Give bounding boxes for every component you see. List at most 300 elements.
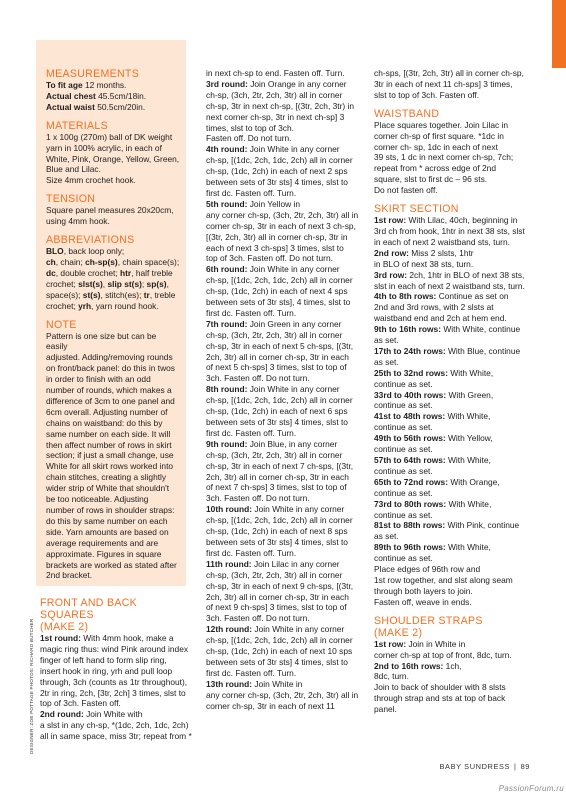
- text-run: With White,: [450, 367, 494, 378]
- heading-text: MATERIALS: [46, 119, 108, 132]
- text-run: all in same space, miss 3tr; repeat from *: [40, 731, 192, 742]
- text-run: Join Lilac in any corner: [253, 558, 340, 569]
- text-run: finger of left hand to form slip ring,: [40, 654, 167, 665]
- text-run: be too noticeable. Adjusting: [46, 494, 149, 505]
- text-line: [374, 90, 530, 101]
- text-run: Size 4mm crochet hook.: [46, 175, 136, 186]
- text-run: ch-sp, [(1dc, 2ch, 1dc, 2ch) all in corner: [206, 155, 353, 166]
- bold-label: Actual waist: [46, 101, 98, 112]
- text-run: 12 months.: [84, 80, 127, 90]
- text-run: using 4mm hook.: [46, 216, 110, 227]
- text-run: chains on waistband: do this by: [46, 417, 163, 428]
- text-run: White, Pink, Orange, Yellow, Green,: [46, 153, 180, 164]
- text-line: [40, 633, 194, 644]
- text-run: Join Green in any corner: [249, 318, 342, 329]
- text-run: between sets of 3tr sts] 4 times, slst to: [206, 536, 348, 547]
- text-run: ch-sp, (1dc, 2ch) in each of next 2 sps: [206, 166, 348, 177]
- text-line: [46, 352, 180, 363]
- text-run: Join White in any corner: [254, 504, 345, 515]
- text-run: Pattern is one size but can be easily: [46, 330, 157, 352]
- text-run: With Orange,: [450, 476, 500, 487]
- text-run: of next 9 ch-sps] 3 times, slst to top of: [206, 602, 347, 613]
- text-run: ch-sp, [(1dc, 2ch, 1dc, 2ch) all in corner: [206, 275, 353, 286]
- text-run: 6cm overall. Adjusting number of: [46, 406, 168, 417]
- section-heading: [46, 120, 180, 132]
- heading-text: ABBREVIATIONS: [46, 234, 135, 247]
- text-line: [206, 286, 362, 297]
- bold-label: dc: [46, 267, 56, 278]
- text-run: between sets of 3tr sts] 4 times, slst to: [206, 177, 348, 188]
- text-run: Join Yellow in: [249, 198, 301, 209]
- text-run: ch-sp, (3ch, 2tr, 2ch, 3tr) all in corner: [206, 89, 343, 100]
- text-run: 45.5cm/18in.: [98, 90, 147, 101]
- text-line: [46, 396, 180, 407]
- text-run: 1ch,: [445, 660, 462, 671]
- text-run: White for all skirt rows worked into: [46, 461, 174, 472]
- bold-label: 25th to 32nd rows:: [374, 367, 451, 378]
- bold-label: To fit age: [46, 80, 85, 90]
- text-line: [206, 188, 362, 199]
- text-line: [40, 655, 194, 666]
- bold-label: tr: [143, 289, 150, 300]
- text-line: [46, 363, 180, 374]
- text-run: corner ch-sp, 3tr in each of next 11: [206, 700, 335, 711]
- text-line: [46, 549, 180, 560]
- text-run: 3ch. Fasten off. Do not turn.: [206, 613, 310, 624]
- text-line: [206, 624, 362, 635]
- bold-label: 3rd round:: [206, 78, 251, 89]
- text-line: [374, 324, 530, 335]
- text-run: then affect number of rows in skirt: [46, 439, 172, 450]
- bold-label: 73rd to 80th rows:: [374, 498, 449, 509]
- text-line: [374, 368, 530, 379]
- text-run: slst to top of 3ch. Fasten off.: [374, 89, 480, 100]
- section-heading: [46, 68, 180, 80]
- bold-label: sp(s): [146, 278, 167, 289]
- bold-label: 9th to 16th rows:: [374, 324, 444, 335]
- text-run: Join White in: [254, 678, 303, 689]
- text-run: ch-sp, [(1dc, 2ch, 1dc, 2ch) all in corner: [206, 635, 353, 646]
- text-line: [46, 164, 180, 175]
- text-line: [206, 679, 362, 690]
- text-run: 3ch. Fasten off. Do not turn.: [206, 493, 310, 504]
- text-line: [206, 646, 362, 657]
- bold-label: 12th round:: [206, 624, 255, 635]
- text-run: ch-sp, (3ch, 2tr, 2ch, 3tr) all in corner: [206, 569, 343, 580]
- heading-text: FRONT AND BACK SQUARES: [40, 597, 138, 621]
- text-line: [40, 677, 194, 688]
- text-line: [46, 538, 180, 549]
- text-line: [206, 319, 362, 330]
- text-line: [374, 466, 530, 477]
- text-line: [40, 720, 194, 731]
- bold-label: 11th round:: [206, 558, 254, 569]
- bold-label: 49th to 56th rows:: [374, 433, 448, 444]
- text-line: [374, 520, 530, 531]
- bold-label: ch: [46, 256, 56, 267]
- text-line: [46, 494, 180, 505]
- text-run: 2tr in ring, 2ch, [3tr, 2ch] 3 times, slst to: [40, 687, 186, 698]
- text-run: 3ch. Fasten off. Do not turn.: [206, 373, 310, 384]
- text-line: [46, 290, 180, 301]
- text-line: [206, 112, 362, 123]
- text-line: [206, 68, 362, 79]
- text-run: as set.: [374, 356, 399, 367]
- text-run: waistband end and 2ch at hem end.: [374, 313, 507, 324]
- text-line: [46, 268, 180, 279]
- text-line: [206, 384, 362, 395]
- section-heading: [374, 615, 530, 639]
- text-run: 2ch, 1htr in BLO of next 38 sts,: [409, 269, 525, 280]
- text-line: [206, 253, 362, 264]
- bold-label: 6th round:: [206, 264, 250, 275]
- bold-label: 7th round:: [206, 318, 250, 329]
- text-line: [206, 232, 362, 243]
- bold-label: htr: [120, 267, 132, 278]
- text-run: 1st row together, and slst along seam: [374, 574, 513, 585]
- text-line: [374, 79, 530, 90]
- text-run: square, slst to first dc – 96 sts.: [374, 174, 488, 185]
- bold-label: 1st row:: [374, 215, 409, 226]
- text-line: [374, 152, 530, 163]
- heading-text: TENSION: [46, 193, 96, 206]
- text-run: Join Orange in any corner: [250, 78, 347, 89]
- text-line: [206, 602, 362, 613]
- bold-label: 2nd round:: [40, 709, 87, 720]
- page-number: 89: [520, 762, 530, 771]
- text-run: With White,: [448, 455, 491, 465]
- text-line: [46, 505, 180, 516]
- text-line: [206, 592, 362, 603]
- text-run: Fasten off, weave in ends.: [374, 596, 472, 607]
- text-run: difference of 3cm to one panel and: [46, 395, 175, 406]
- text-run: times, slst to top of 3ch.: [206, 122, 294, 133]
- text-line: [206, 352, 362, 363]
- bold-label: 57th to 64th rows:: [374, 455, 448, 465]
- skirt-column: [374, 68, 530, 715]
- text-run: Miss 2 slsts, 1htr: [411, 247, 474, 258]
- text-line: [374, 120, 530, 131]
- text-line: [46, 257, 180, 268]
- text-line: [206, 526, 362, 537]
- text-line: [206, 155, 362, 166]
- text-run: , half treble: [131, 267, 173, 278]
- text-run: corner ch- sp, 1dc in each of next: [374, 141, 498, 152]
- bold-label: 4th round:: [206, 144, 250, 155]
- text-run: first dc. Fasten off. Turn.: [206, 547, 297, 558]
- text-line: [206, 90, 362, 101]
- text-run: continue as set.: [374, 444, 433, 455]
- text-run: With Yellow,: [448, 433, 493, 444]
- text-run: a slst in any ch-sp, *(1dc, 2ch, 1dc, 2ch): [40, 720, 189, 731]
- text-line: [374, 531, 530, 542]
- text-line: [46, 560, 180, 571]
- text-run: through both layers to join.: [374, 585, 473, 596]
- text-run: corner ch-sp of first square. *1dc in: [374, 130, 504, 141]
- text-run: ch-sp, 3tr in each of next 5 ch-sps, [(3tr,: [206, 340, 354, 351]
- text-run: of next 7 ch-sps] 3 times, slst to top of: [206, 482, 347, 493]
- text-line: [374, 248, 530, 259]
- bold-label: slip st(s): [107, 278, 142, 289]
- text-line: [206, 341, 362, 352]
- text-line: [374, 639, 530, 650]
- text-run: next corner ch-sp, 3tr in next ch-sp] 3: [206, 111, 345, 122]
- text-line: [374, 68, 530, 79]
- text-run: With White, continue: [443, 324, 521, 335]
- text-line: [374, 477, 530, 488]
- text-run: ch-sp, [(1dc, 2ch, 1dc, 2ch) all in corner: [206, 395, 353, 406]
- text-line: [206, 308, 362, 319]
- text-line: [46, 246, 180, 257]
- heading-text: MEASUREMENTS: [46, 68, 140, 80]
- text-line: [374, 542, 530, 553]
- text-line: [206, 461, 362, 472]
- bold-label: 33rd to 40th rows:: [374, 389, 449, 400]
- heading-text: SHOULDER STRAPS: [374, 614, 483, 627]
- text-run: corner ch-sp, 3tr in each of next 3 ch-sp,: [206, 220, 356, 231]
- text-line: [374, 510, 530, 521]
- bold-label: 13th round:: [206, 678, 255, 689]
- text-run: ch-sp, (1dc, 2ch) in each of next 10 sps: [206, 646, 353, 657]
- text-run: first dc. Fasten off. Turn.: [206, 427, 297, 438]
- text-run: ch-sp, 3tr in next ch-sp, [(3tr, 2ch, 3tr) in: [206, 100, 355, 111]
- text-line: [46, 175, 180, 186]
- squares-column: [40, 597, 194, 742]
- text-run: in each of next 2 waistband sts, turn.: [374, 236, 510, 247]
- text-line: [46, 385, 180, 396]
- text-run: do this by same number on each: [46, 515, 168, 526]
- section-tab: [552, 0, 566, 68]
- text-run: between sets of 3tr sts] 4 times, slst to: [206, 656, 348, 667]
- text-run: space(s);: [46, 289, 83, 300]
- text-line: [374, 131, 530, 142]
- footer-separator: |: [514, 762, 517, 771]
- watermark: PassionForum.ru: [498, 784, 564, 793]
- text-run: adjusted. Adding/removing rounds: [46, 352, 173, 363]
- bold-label: 81st to 88th rows:: [374, 520, 448, 531]
- text-run: With Green,: [448, 389, 494, 400]
- text-run: crochet;: [46, 300, 79, 311]
- text-line: [46, 80, 180, 91]
- text-line: [374, 400, 530, 411]
- text-line: [374, 357, 530, 368]
- text-run: Join to back of shoulder with 8 slsts: [374, 682, 506, 693]
- text-line: [206, 504, 362, 515]
- footer-title: BABY SUNDRESS: [439, 762, 511, 771]
- text-line: [46, 91, 180, 102]
- text-line: [206, 210, 362, 221]
- bold-label: ch-sp(s): [85, 256, 118, 267]
- bold-label: slst(s): [78, 278, 103, 289]
- text-line: [46, 461, 180, 472]
- text-line: [374, 226, 530, 237]
- text-run: number of rounds, which makes a: [46, 385, 172, 396]
- text-run: , double crochet;: [55, 267, 121, 278]
- text-line: [206, 144, 362, 155]
- text-line: [206, 243, 362, 254]
- text-line: [206, 133, 362, 144]
- text-run: side. Yarn amounts are based on: [46, 526, 169, 537]
- text-run: slst in each of next 2 waistband sts, turn.: [374, 280, 525, 291]
- text-line: [206, 275, 362, 286]
- text-run: ch-sp, (1dc, 2ch) in each of next 6 sps: [206, 406, 348, 417]
- text-run: in order to finish with an odd: [46, 374, 151, 385]
- text-run: ,: [102, 278, 108, 289]
- text-run: chain stitches, creating a slightly: [46, 472, 167, 483]
- text-run: Square panel measures 20x20cm,: [46, 205, 174, 216]
- text-line: [46, 154, 180, 165]
- text-line: [46, 279, 180, 290]
- text-run: ch-sp, (1dc, 2ch) in each of next 8 sps: [206, 526, 348, 537]
- text-line: [46, 205, 180, 216]
- heading-text: NOTE: [46, 318, 77, 331]
- text-run: 3tr in each of next 11 ch-sps] 3 times,: [374, 78, 513, 89]
- bold-label: 2nd row:: [374, 247, 412, 258]
- text-line: [206, 515, 362, 526]
- text-line: [206, 428, 362, 439]
- text-line: [206, 439, 362, 450]
- text-line: [40, 731, 194, 742]
- text-line: [206, 79, 362, 90]
- text-line: [46, 440, 180, 451]
- text-run: first dc. Fasten off. Turn.: [206, 667, 297, 678]
- text-run: , chain;: [55, 256, 86, 267]
- text-line: [46, 143, 180, 154]
- text-run: ch-sp, 3tr in each of next 7 ch-sps, [(3tr,: [206, 460, 354, 471]
- text-run: , stitch(es);: [100, 289, 144, 300]
- text-run: ,: [166, 278, 169, 289]
- bold-label: 1st row:: [374, 638, 409, 649]
- text-line: [46, 570, 180, 581]
- sidebar-column: [46, 68, 180, 581]
- text-line: [374, 586, 530, 597]
- text-line: [374, 390, 530, 401]
- section-heading: [46, 193, 180, 205]
- text-run: Join White with: [86, 709, 143, 720]
- text-run: ch-sps, [(3tr, 2ch, 3tr) all in corner ch-sp,: [374, 68, 524, 78]
- bold-label: 2nd to 16th rows:: [374, 660, 446, 671]
- text-line: [206, 362, 362, 373]
- text-line: [46, 216, 180, 227]
- text-run: 8dc, turn.: [374, 671, 409, 682]
- text-run: 50.5cm/20in.: [97, 101, 146, 112]
- text-line: [374, 215, 530, 226]
- text-line: [374, 379, 530, 390]
- text-line: [374, 671, 530, 682]
- text-line: [374, 174, 530, 185]
- text-line: [374, 422, 530, 433]
- text-run: any corner ch-sp, (3ch, 2tr, 2ch, 3tr) all in: [206, 689, 359, 700]
- text-run: Join in White in: [408, 638, 466, 649]
- text-line: [206, 406, 362, 417]
- text-run: corner ch-sp at top of front, 8dc, turn.: [374, 649, 512, 660]
- text-run: between sets of 3tr sts], 4 times, slst to: [206, 297, 351, 308]
- text-run: 39 sts, 1 dc in next corner ch-sp, 7ch;: [374, 152, 514, 163]
- text-line: [206, 330, 362, 341]
- text-line: [206, 297, 362, 308]
- text-run: any corner ch-sp, (3ch, 2tr, 2ch, 3tr) all in: [206, 209, 359, 220]
- text-line: [46, 102, 180, 113]
- text-line: [40, 698, 194, 709]
- bold-label: 8th round:: [206, 384, 250, 395]
- text-run: ;: [141, 278, 147, 289]
- text-line: [374, 259, 530, 270]
- text-line: [206, 613, 362, 624]
- text-run: Join White in any corner: [249, 384, 340, 395]
- text-run: repeat from * across edge of 2nd: [374, 163, 496, 174]
- text-run: With White,: [447, 411, 491, 422]
- bold-label: yrh: [78, 300, 92, 311]
- text-line: [46, 418, 180, 429]
- text-run: number of rows in shoulder straps:: [46, 505, 175, 515]
- text-line: [206, 101, 362, 112]
- text-line: [374, 185, 530, 196]
- text-line: [40, 644, 194, 655]
- text-line: [374, 693, 530, 715]
- text-run: crochet;: [46, 278, 79, 289]
- text-run: Join White in any corner: [249, 144, 340, 155]
- text-run: Fasten off. Do not turn.: [206, 133, 292, 144]
- text-line: [374, 444, 530, 455]
- text-line: [206, 450, 362, 461]
- text-run: magic ring thus: wind Pink around index: [40, 643, 189, 654]
- photo-credit: [29, 604, 37, 754]
- text-line: [374, 553, 530, 564]
- text-line: [206, 657, 362, 668]
- text-line: [374, 682, 530, 693]
- text-run: Join White in any corner: [249, 264, 340, 275]
- text-line: [206, 395, 362, 406]
- text-line: [46, 132, 180, 143]
- text-line: [206, 177, 362, 188]
- text-line: [374, 335, 530, 346]
- text-line: [206, 264, 362, 275]
- section-heading: [374, 203, 530, 215]
- text-run: continue as set.: [374, 378, 433, 389]
- text-run: 2ch, 3tr) all in corner ch-sp, 3tr in each: [206, 351, 349, 362]
- bold-label: 17th to 24th rows:: [374, 345, 448, 356]
- bold-label: Actual chest: [46, 90, 99, 101]
- bold-label: 3rd row:: [374, 269, 410, 280]
- text-run: between sets of 3tr sts] 4 times, slst to: [206, 417, 348, 427]
- text-line: [374, 142, 530, 153]
- text-run: ch-sp, (1dc, 2ch) in each of next 4 sps: [206, 286, 348, 297]
- text-line: [46, 407, 180, 418]
- text-run: first dc. Fasten off. Turn.: [206, 187, 297, 198]
- bold-label: 5th round:: [206, 198, 250, 209]
- text-run: brackets are worked as stated after: [46, 559, 177, 570]
- text-run: , chain space(s);: [117, 256, 180, 267]
- text-run: With White,: [448, 498, 492, 509]
- bold-label: 89th to 96th rows:: [374, 542, 448, 553]
- credit-text: DESIGNER: ZOE POTTAGE PHOTOS: RICHARD BUTCHER: [29, 618, 34, 754]
- bold-label: 4th to 8th rows:: [374, 291, 439, 302]
- text-run: yarn in 100% acrylic, in each of: [46, 142, 162, 153]
- text-run: ch-sp, (3ch, 2tr, 2ch, 3tr) all in corner: [206, 449, 343, 460]
- section-heading: [46, 319, 180, 331]
- text-run: Place squares together. Join Lilac in: [374, 119, 509, 130]
- text-run: insert hook in ring, yrh and pull loop: [40, 665, 173, 676]
- text-run: top of 3ch. Fasten off.: [40, 698, 121, 709]
- text-line: [374, 411, 530, 422]
- rounds-column: [206, 68, 362, 711]
- text-line: [46, 301, 180, 312]
- text-run: With White,: [448, 542, 491, 553]
- text-run: ch-sp, (3ch, 2tr, 2ch, 3tr) all in corner: [206, 329, 343, 340]
- text-line: [46, 374, 180, 385]
- text-run: Join Blue, in any corner: [249, 438, 338, 449]
- text-run: through, 3ch (counts as 1tr throughout),: [40, 676, 188, 687]
